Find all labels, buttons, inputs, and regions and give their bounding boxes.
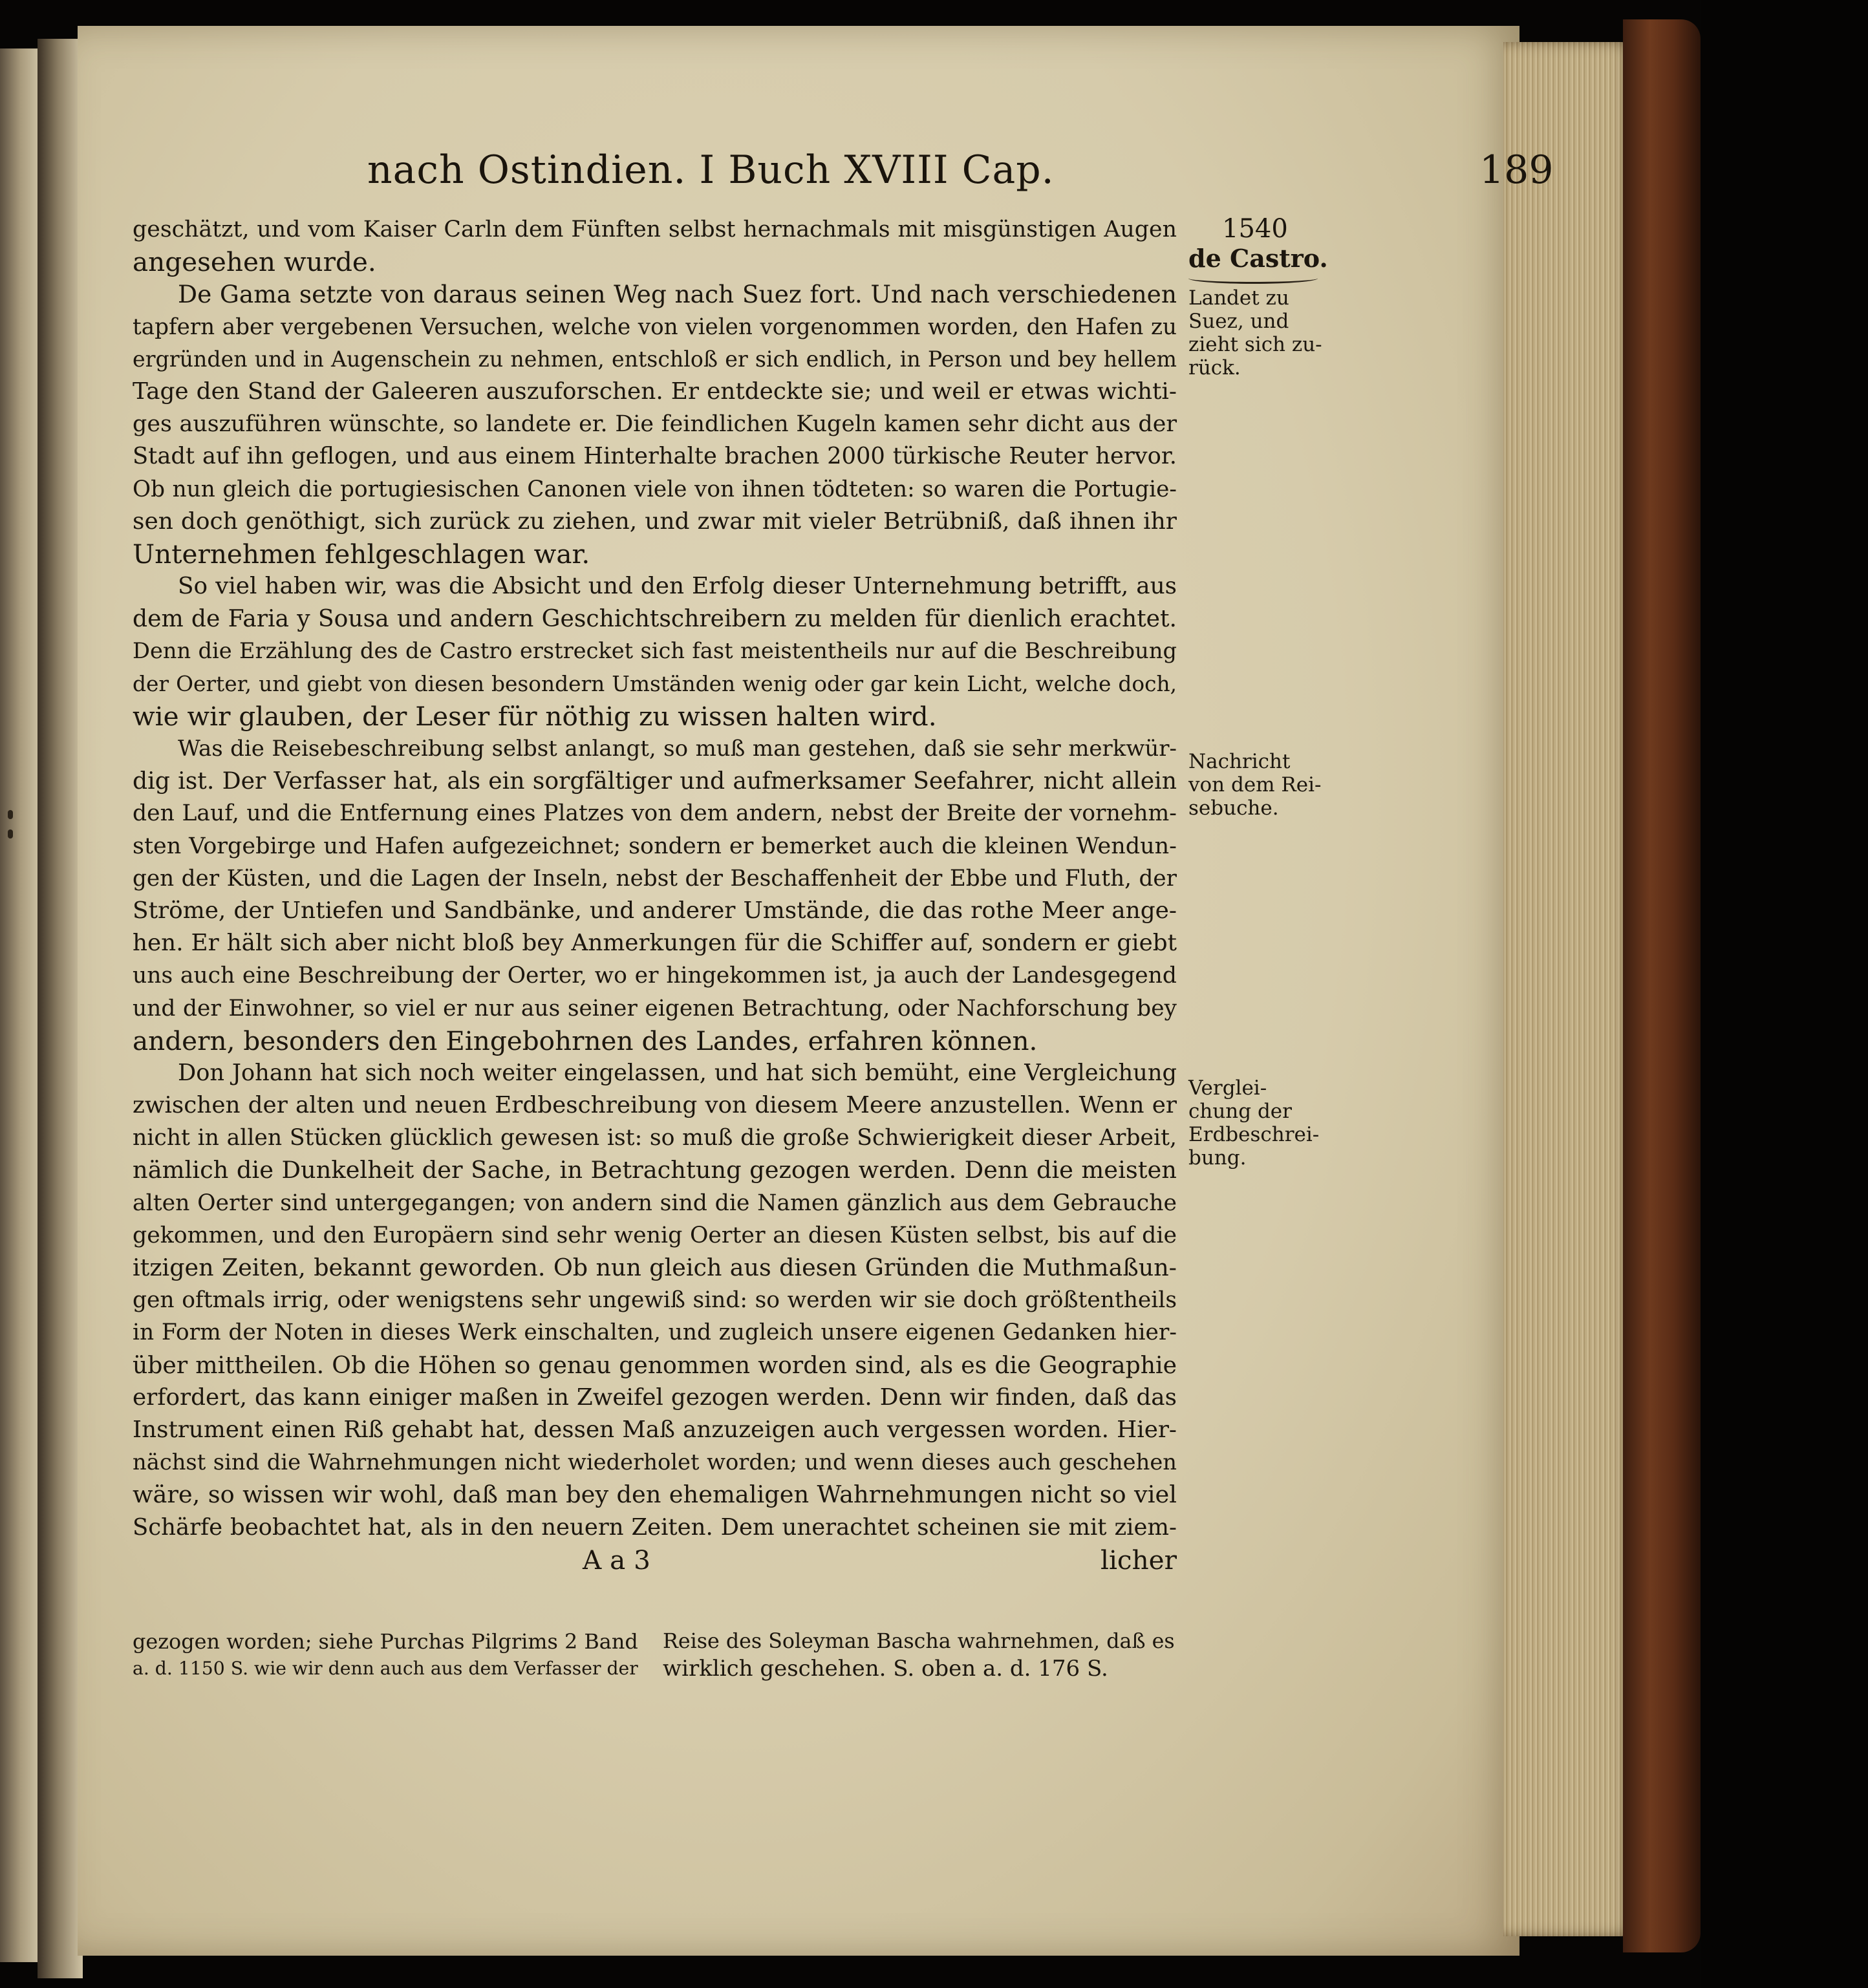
- text-line: Don Johann hat sich noch weiter eingelassen, und hat sich bemüht, eine Vergleichung: [178, 1059, 1177, 1086]
- text-line: Instrument einen Riß gehabt hat, dessen Maß anzuzeigen auch vergessen worden. Hier-: [133, 1416, 1177, 1443]
- book-cover: [1623, 19, 1701, 1952]
- margin-year: 1540: [1222, 214, 1288, 244]
- text-line: geschätzt, und vom Kaiser Carln dem Fünften selbst hernachmals mit misgünstigen Augen: [133, 217, 1177, 242]
- text-line: hen. Er hält sich aber nicht bloß bey Anmerkungen für die Schiffer auf, sondern er giebt: [133, 930, 1177, 957]
- ink-spot: [8, 810, 13, 819]
- text-line: Stadt auf ihn geflogen, und aus einem Hinterhalte brachen 2000 türkische Reuter hervor.: [133, 443, 1177, 470]
- margin-note-line: Suez, und: [1188, 310, 1289, 333]
- header-title: nach Ostindien. I Buch XVIII Cap.: [367, 147, 1055, 193]
- text-line: in Form der Noten in dieses Werk einschalten, und zugleich unsere eigenen Gedanken hier-: [133, 1320, 1177, 1346]
- footnote-line: gezogen worden; siehe Purchas Pilgrims 2 Band: [133, 1629, 638, 1654]
- text-line: ergründen und in Augenschein zu nehmen, entschloß er sich endlich, in Person und bey hellem: [133, 346, 1177, 372]
- main-text: [133, 213, 1177, 1576]
- footnote-line: wirklich geschehen. S. oben a. d. 176 S.: [663, 1656, 1108, 1682]
- text-line: über mittheilen. Ob die Höhen so genau genommen worden sind, als es die Geographie: [133, 1351, 1177, 1379]
- text-line: sen doch genöthigt, sich zurück zu ziehen, und zwar mit vieler Betrübniß, daß ihnen ihr: [133, 508, 1177, 535]
- text-line: Denn die Erzählung des de Castro erstrecket sich fast meistentheils nur auf die Beschreibung: [133, 638, 1177, 664]
- footnote-line: Reise des Soleyman Bascha wahrnehmen, daß es: [663, 1630, 1175, 1653]
- page-edges: [1503, 42, 1633, 1936]
- text-line: Ströme, der Untiefen und Sandbänke, und anderer Umstände, die das rothe Meer ange-: [133, 897, 1177, 924]
- text-line: nicht in allen Stücken glücklich gewesen ist: so muß die große Schwierigkeit dieser Arbeit,: [133, 1125, 1177, 1151]
- text-line: nächst sind die Wahrnehmungen nicht wiederholet worden; und wenn dieses auch geschehen: [133, 1449, 1177, 1475]
- text-line: Tage den Stand der Galeeren auszuforschen. Er entdeckte sie; und weil er etwas wichti-: [133, 378, 1177, 405]
- ink-spot: [8, 829, 13, 839]
- text-line: Schärfe beobachtet hat, als in den neuern Zeiten. Dem unerachtet scheinen sie mit ziem-: [133, 1513, 1177, 1541]
- book-gutter: [38, 39, 83, 1978]
- page-number: 189: [1479, 147, 1554, 193]
- margin-note-line: von dem Rei-: [1188, 773, 1322, 796]
- catchword: licher: [1100, 1544, 1177, 1576]
- text-line: So viel haben wir, was die Absicht und den Erfolg dieser Unternehmung betrifft, aus: [178, 573, 1177, 600]
- footnote-line: a. d. 1150 S. wie wir denn auch aus dem Verfasser der: [133, 1658, 638, 1679]
- margin-note-line: Erdbeschrei-: [1188, 1123, 1320, 1146]
- text-line: gen oftmals irrig, oder wenigstens sehr ungewiß sind: so werden wir sie doch größtentheils: [133, 1287, 1177, 1314]
- signature-line: [133, 1544, 1177, 1576]
- margin-name: de Castro.: [1188, 244, 1328, 273]
- text-line: andern, besonders den Eingebohrnen des Landes, erfahren können.: [133, 1025, 1038, 1056]
- running-header: [367, 147, 1868, 206]
- margin-note-line: Verglei-: [1188, 1076, 1267, 1100]
- text-line: den Lauf, und die Entfernung eines Platzes von dem andern, nebst der Breite der vornehm-: [133, 800, 1177, 827]
- footnote-left: [133, 1628, 643, 1682]
- signature-mark: A a 3: [583, 1544, 650, 1576]
- margin-note-line: Nachricht: [1188, 750, 1291, 773]
- text-line: De Gama setzte von daraus seinen Weg nach Suez fort. Und nach verschiedenen: [178, 280, 1177, 309]
- margin-note-line: zieht sich zu-: [1188, 333, 1322, 356]
- margin-note-line: sebuche.: [1188, 796, 1279, 820]
- text-line: itzigen Zeiten, bekannt geworden. Ob nun gleich aus diesen Gründen die Muthmaßun-: [133, 1254, 1177, 1281]
- text-line: tapfern aber vergebenen Versuchen, welche von vielen vorgenommen worden, den Hafen zu: [133, 314, 1177, 340]
- text-line: Was die Reisebeschreibung selbst anlangt, so muß man gestehen, daß sie sehr merkwür-: [178, 736, 1177, 762]
- text-line: dem de Faria y Sousa und andern Geschichtschreibern zu melden für dienlich erachtet.: [133, 604, 1177, 633]
- text-line: wie wir glauben, der Leser für nöthig zu wissen halten wird.: [133, 700, 937, 732]
- text-line: alten Oerter sind untergegangen; von andern sind die Namen gänzlich aus dem Gebrauche: [133, 1190, 1177, 1216]
- footnote-right: [663, 1628, 1180, 1682]
- text-line: nämlich die Dunkelheit der Sache, in Betrachtung gezogen werden. Denn die meisten: [133, 1156, 1177, 1184]
- text-line: erfordert, das kann einiger maßen in Zweifel gezogen werden. Denn wir finden, daß das: [133, 1384, 1177, 1411]
- text-line: wäre, so wissen wir wohl, daß man bey den ehemaligen Wahrnehmungen nicht so viel: [133, 1480, 1177, 1509]
- text-line: gen der Küsten, und die Lagen der Inseln, nebst der Beschaffenheit der Ebbe und Fluth, der: [133, 865, 1177, 892]
- margin-note-castro: [1188, 213, 1357, 379]
- background: [1701, 0, 1868, 1988]
- margin-note-travel-book: [1188, 750, 1357, 820]
- margin-brace: [1188, 273, 1318, 284]
- text-line: und der Einwohner, so viel er nur aus seiner eigenen Betrachtung, oder Nachforschung bey: [133, 995, 1177, 1021]
- margin-note-line: Landet zu: [1188, 286, 1289, 310]
- text-line: zwischen der alten und neuen Erdbeschreibung von diesem Meere anzustellen. Wenn er: [133, 1092, 1177, 1119]
- margin-note-line: chung der: [1188, 1100, 1292, 1123]
- margin-note-line: bung.: [1188, 1146, 1247, 1170]
- left-page-edge: [0, 48, 38, 1962]
- margin-note-line: rück.: [1188, 356, 1241, 379]
- text-line: dig ist. Der Verfasser hat, als ein sorgfältiger und aufmerksamer Seefahrer, nicht allein: [133, 767, 1177, 795]
- text-line: Ob nun gleich die portugiesischen Canonen viele von ihnen tödteten: so waren die Portugie-: [133, 476, 1177, 502]
- text-line: der Oerter, und giebt von diesen besondern Umständen wenig oder gar kein Licht, welche doch,: [133, 671, 1177, 696]
- text-line: Unternehmen fehlgeschlagen war.: [133, 538, 590, 570]
- text-line: angesehen wurde.: [133, 246, 376, 278]
- text-line: ges auszuführen wünschte, so landete er. Die feindlichen Kugeln kamen sehr dicht aus der: [133, 411, 1177, 438]
- margin-note-comparison: [1188, 1076, 1357, 1170]
- text-line: gekommen, und den Europäern sind sehr wenig Oerter an diesen Küsten selbst, bis auf die: [133, 1222, 1177, 1248]
- text-line: uns auch eine Beschreibung der Oerter, wo er hingekommen ist, ja auch der Landesgegend: [133, 963, 1177, 989]
- text-line: sten Vorgebirge und Hafen aufgezeichnet; sondern er bemerket auch die kleinen Wendun-: [133, 833, 1177, 859]
